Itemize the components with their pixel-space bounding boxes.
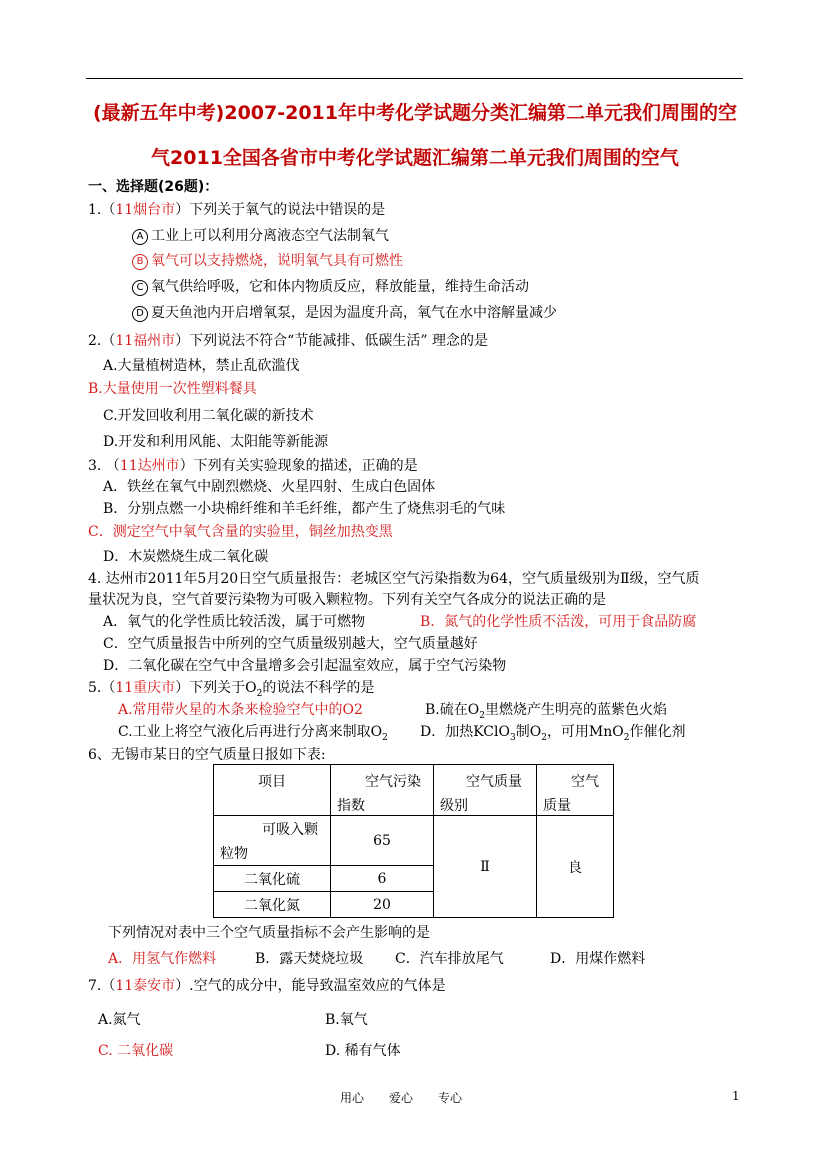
q1-option-a <box>132 225 389 245</box>
header-quality-b: 质量 <box>543 798 571 814</box>
document-title-line-1: (最新五年中考)2007-2011年中考化学试题分类汇编第二单元我们周围的空 <box>92 102 738 124</box>
q5-option-d-a: D．加热KClO <box>420 724 510 740</box>
table-row <box>214 816 614 866</box>
header-item <box>214 765 331 816</box>
q6-stem: 6、无锡市某日的空气质量日报如下表: <box>88 747 326 763</box>
header-quality-level-a: 空气质量 <box>466 774 522 790</box>
q5-option-d-sub2: 2 <box>541 732 547 743</box>
q7-option-c: C. 二氧化碳 <box>98 1043 174 1059</box>
quality-level-cell: Ⅱ <box>434 816 537 918</box>
q2-option-d: D.开发和利用风能、太阳能等新能源 <box>103 434 329 450</box>
header-quality-a: 空气 <box>571 774 599 790</box>
q1-stem <box>88 199 385 219</box>
q5-number: 5.（ <box>88 680 116 696</box>
q5-text-a: ）下列关于O <box>175 680 257 696</box>
q6-option-c: C．汽车排放尾气 <box>395 951 504 967</box>
footer-text-2: 爱心 <box>389 1091 414 1105</box>
q5-subscript: 2 <box>256 688 263 699</box>
q3-text: ）下列有关实验现象的描述，正确的是 <box>179 458 418 474</box>
q2-option-c: C.开发回收利用二氧化碳的新技术 <box>103 408 314 424</box>
q3-option-a: A．铁丝在氧气中剧烈燃烧、火星四射、生成白色固体 <box>103 479 436 495</box>
q4-option-a: A．氧气的化学性质比较活泼，属于可燃物 <box>103 614 366 630</box>
q4-option-b: B．氮气的化学性质不活泼，可用于食品防腐 <box>420 614 697 630</box>
q7-option-b: B.氧气 <box>325 1012 368 1028</box>
q4-stem-line-2: 量状况为良，空气首要污染物为可吸入颗粒物。下列有关空气各成分的说法正确的是 <box>88 592 606 608</box>
q1-source: 11烟台市 <box>115 202 176 218</box>
air-quality-table <box>213 764 614 918</box>
q5-source: 11重庆市 <box>115 680 176 696</box>
row-item-so2: 二氧化硫 <box>214 866 331 892</box>
q3-option-d: D．木炭燃烧生成二氧化碳 <box>103 549 269 565</box>
q5-option-b <box>425 699 667 721</box>
option-a-marker: A <box>132 229 148 245</box>
header-quality-level <box>434 765 537 816</box>
row-item-pm <box>214 816 331 866</box>
q5-option-d-sub3: 2 <box>623 732 630 743</box>
section-heading: 一、选择题(26题)： <box>88 179 219 195</box>
q5-option-d <box>420 721 686 743</box>
option-d-marker: D <box>132 306 148 322</box>
q5-option-c-a: C.工业上将空气液化后再进行分离来制取O <box>118 724 383 740</box>
q3-stem <box>88 455 418 475</box>
q5-option-d-d: 作催化剂 <box>629 724 686 740</box>
q7-text: ）.空气的成分中，能导致温室效应的气体是 <box>175 978 446 994</box>
header-quality <box>537 765 614 816</box>
q1-option-b-text: 氧气可以支持燃烧，说明氧气具有可燃性 <box>151 253 403 269</box>
q2-number: 2.（ <box>88 333 116 349</box>
q5-option-d-sub1: 3 <box>509 732 516 743</box>
q3-option-c: C．测定空气中氧气含量的实验里，铜丝加热变黑 <box>88 524 393 540</box>
q5-option-c <box>118 721 388 743</box>
q7-option-a: A.氮气 <box>98 1012 141 1028</box>
row-item-no2: 二氧化氮 <box>214 892 331 918</box>
q6-option-b: B．露天焚烧垃圾 <box>255 951 364 967</box>
q2-option-a: A.大量植树造林，禁止乱砍滥伐 <box>103 358 300 374</box>
header-rule <box>86 78 743 79</box>
q3-option-b: B．分别点燃一小块棉纤维和羊毛纤维，都产生了烧焦羽毛的气味 <box>103 501 506 517</box>
header-pollution-index-a: 空气污染 <box>365 774 421 790</box>
row-index-so2: 6 <box>331 866 434 892</box>
q6-question: 下列情况对表中三个空气质量指标不会产生影响的是 <box>108 925 430 941</box>
header-pollution-index-b: 指数 <box>337 798 365 814</box>
q7-number: 7.（ <box>88 978 116 994</box>
table-header-row <box>214 765 614 816</box>
q6-option-a: A．用氢气作燃料 <box>108 951 217 967</box>
q5-option-c-sub: 2 <box>382 732 388 743</box>
row-index-pm: 65 <box>331 816 434 866</box>
header-item-text: 项目 <box>258 774 286 790</box>
page-number: 1 <box>732 1089 740 1103</box>
q4-option-c: C．空气质量报告中所列的空气质量级别越大，空气质量越好 <box>103 636 478 652</box>
q7-source: 11泰安市 <box>115 978 176 994</box>
q5-text-b: 的说法不科学的是 <box>262 680 375 696</box>
q5-option-a: A.常用带火星的木条来检验空气中的O2 <box>118 702 363 718</box>
q5-option-d-b: 制O <box>515 724 542 740</box>
q5-option-d-c: ，可用MnO <box>546 724 624 740</box>
q5-option-b-sub: 2 <box>479 710 485 721</box>
q2-source: 11福州市 <box>115 333 176 349</box>
q5-option-b-a: B.硫在O <box>425 702 480 718</box>
q1-option-d <box>132 302 557 322</box>
q5-stem <box>88 677 374 699</box>
q1-option-d-text: 夏天鱼池内开启增氧泵，是因为温度升高，氧气在水中溶解量减少 <box>151 305 557 321</box>
row-index-no2: 20 <box>331 892 434 918</box>
q4-option-d: D．二氧化碳在空气中含量增多会引起温室效应，属于空气污染物 <box>103 658 507 674</box>
q4-stem-line-1: 4. 达州市2011年5月20日空气质量报告：老城区空气污染指数为64，空气质量级别为Ⅱ级，空气质 <box>88 571 700 587</box>
document-title-line-2: 气2011全国各省市中考化学试题汇编第二单元我们周围的空气 <box>151 147 679 169</box>
q3-source: 11达州市 <box>119 458 180 474</box>
q1-option-b <box>132 250 403 270</box>
q1-option-c <box>132 276 529 296</box>
q2-option-b: B.大量使用一次性塑料餐具 <box>88 381 257 397</box>
header-quality-level-b: 级别 <box>440 798 468 814</box>
q1-text: ）下列关于氧气的说法中错误的是 <box>175 202 386 218</box>
q2-stem <box>88 330 488 350</box>
q1-option-c-text: 氧气供给呼吸，它和体内物质反应，释放能量，维持生命活动 <box>151 279 529 295</box>
header-pollution-index <box>331 765 434 816</box>
q7-option-d: D. 稀有气体 <box>325 1043 401 1059</box>
option-c-marker: C <box>132 280 148 296</box>
q3-number: 3. （ <box>88 458 120 474</box>
q7-stem <box>88 975 446 995</box>
option-b-marker: B <box>132 254 148 270</box>
q5-option-b-b: 里燃烧产生明亮的蓝紫色火焰 <box>484 702 667 718</box>
q1-number: 1.（ <box>88 202 116 218</box>
row-item-pm-b: 粒物 <box>220 845 248 862</box>
quality-cell: 良 <box>537 816 614 918</box>
row-item-pm-a: 可吸入颗 <box>262 821 318 838</box>
footer-text-3: 专心 <box>438 1091 463 1105</box>
q2-text: ）下列说法不符合“节能减排、低碳生活” 理念的是 <box>175 333 488 349</box>
footer-text-1: 用心 <box>340 1091 365 1105</box>
q1-option-a-text: 工业上可以利用分离液态空气法制氧气 <box>151 228 389 244</box>
q6-option-d: D．用煤作燃料 <box>550 951 646 967</box>
